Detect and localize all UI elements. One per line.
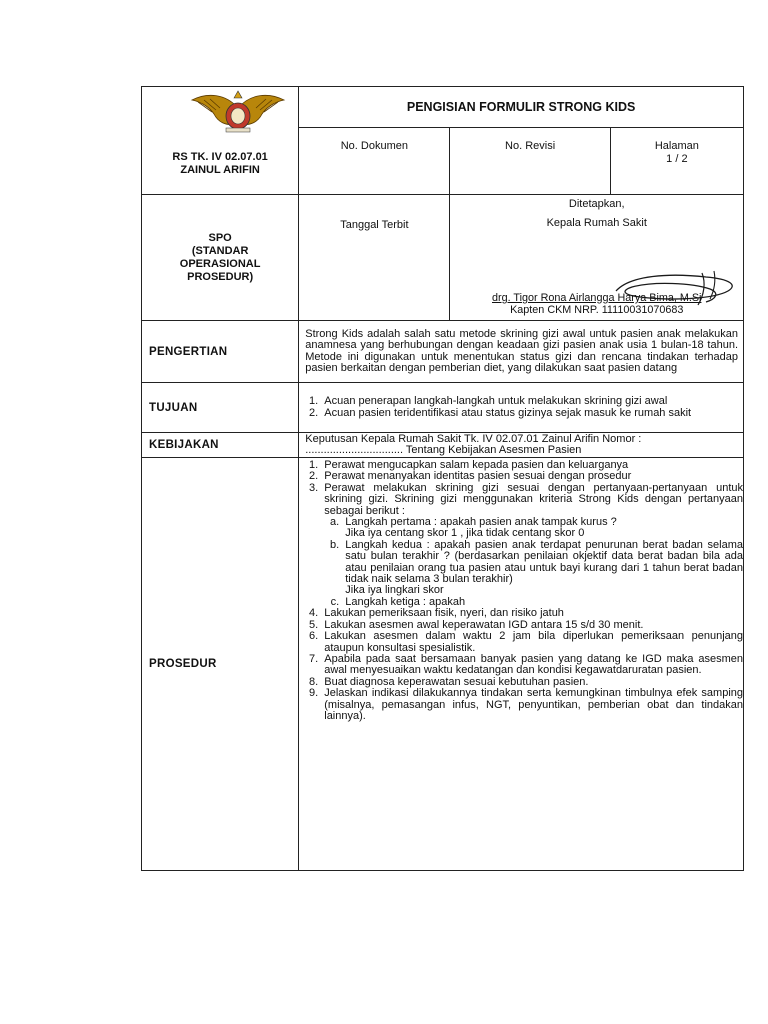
no-dokumen-cell (299, 128, 450, 195)
no-revisi-label: No. Revisi (505, 140, 556, 152)
prosedur-item: 7. Apabila pada saat bersamaan banyak pasien yang datang ke IGD maka asesmen awal menyesuaikan waktu kedatangan dan kondisi kegawatdaruratan pasien. (321, 654, 743, 677)
signer-rank: Kapten CKM NRP. 11110031070683 (510, 304, 684, 316)
spo-line2: (STANDAR (191, 244, 249, 257)
step-b (342, 540, 743, 597)
kebijakan-content (299, 433, 744, 458)
prosedur-item: 8. Buat diagnosa keperawatan sesuai kebutuhan pasien. (321, 677, 743, 688)
spo-line3: OPERASIONAL (179, 257, 261, 270)
document-title: PENGISIAN FORMULIR STRONG KIDS (299, 87, 744, 128)
tujuan-content (299, 383, 744, 433)
step-a (342, 517, 743, 540)
step-b-note: Jika iya lingkari skor (345, 584, 444, 597)
hospital-name (142, 151, 298, 177)
prosedur-item: 5. Lakukan asesmen awal keperawatan IGD antara 15 s/d 30 menit. (321, 620, 743, 631)
tujuan-item: 2. Acuan pasien teridentifikasi atau status gizinya sejak masuk ke rumah sakit (321, 408, 743, 419)
hospital-header-cell (142, 87, 299, 195)
tujuan-item: 1. Acuan penerapan langkah-langkah untuk melakukan skrining gizi awal (321, 396, 743, 407)
tanggal-terbit-cell (299, 195, 450, 321)
halaman-value: 1 / 2 (666, 153, 688, 165)
prosedur-item: 9. Jelaskan indikasi dilakukannya tindakan serta kemungkinan timbulnya efek samping (misalnya, pemasangan infus, NGT, penyuntikan, pemberian obat dan tindakan lainnya). (321, 688, 743, 722)
prosedur-content (299, 458, 744, 871)
hospital-name-line1: RS TK. IV 02.07.01 (172, 151, 268, 163)
prosedur-item-text: Perawat melakukan skrining gizi sesuai dengan pertanyaan-pertanyaan untuk skrining gizi. Skrining gizi menggunakan kriteria Strong Kids dengan pertanyaan sebagai berikut : (324, 481, 743, 517)
hospital-name-line2: ZAINUL ARIFIN (180, 164, 260, 176)
step-b-text: Langkah kedua : apakah pasien anak terdapat penurunan berat badan selama satu bulan terakhir ? (berdasarkan penilaian okjektif data berat badan bila ada atau penilaian orang tua pasien atau untuk bayi kurang dari 1 tahun berat badan tidak naik selama 3 bulan terakhir) (345, 538, 743, 586)
spo-line4: PROSEDUR) (187, 270, 254, 283)
prosedur-item (321, 483, 743, 608)
step-a-text: Langkah pertama : apakah pasien anak tampak kurus ? (345, 516, 617, 529)
kebijakan-line2: ................................ Tentang Kebijakan Asesmen Pasien (305, 444, 582, 456)
kebijakan-label: KEBIJAKAN (142, 433, 299, 458)
spo-line1: SPO (208, 231, 232, 244)
approval-cell (450, 195, 744, 321)
no-revisi-cell (450, 128, 610, 195)
prosedur-label: PROSEDUR (142, 458, 299, 871)
pengertian-label: PENGERTIAN (142, 321, 299, 383)
step-c: c. Langkah ketiga : apakah (342, 597, 743, 608)
strong-kids-steps (324, 517, 743, 608)
military-emblem-logo (188, 90, 288, 134)
kebijakan-line1: Keputusan Kepala Rumah Sakit Tk. IV 02.07.01 Zainul Arifin Nomor : (305, 432, 642, 445)
kepala-rs-label: Kepala Rumah Sakit (546, 217, 647, 229)
pengertian-text: Strong Kids adalah salah satu metode skrining gizi awal untuk pasien anak melakukan anamnesa yang berhubungan dengan keadaan gizi pasien anak usia 1 bulan-18 tahun. Metode ini digunakan untuk menentukan status gizi dan rencana tindakan terhadap pasien berkaitan dengan pemberian diet, yang dilakukan saat pasien datang (299, 321, 744, 383)
no-dokumen-label: No. Dokumen (340, 140, 408, 152)
tujuan-label: TUJUAN (142, 383, 299, 433)
prosedur-item: 1. Perawat mengucapkan salam kepada pasien dan keluarganya (321, 460, 743, 471)
step-a-note: Jika iya centang skor 1 , jika tidak centang skor 0 (345, 527, 585, 540)
tanggal-terbit-label: Tanggal Terbit (340, 219, 409, 231)
halaman-cell (610, 128, 743, 195)
spo-document-table (141, 86, 744, 871)
ditetapkan-label: Ditetapkan, (568, 198, 625, 210)
prosedur-item: 4. Lakukan pemeriksaan fisik, nyeri, dan risiko jatuh (321, 608, 743, 619)
prosedur-item: 6. Lakukan asesmen dalam waktu 2 jam bila diperlukan pemeriksaan penunjang ataupun konsultasi spesialistik. (321, 631, 743, 654)
spo-label-cell (142, 195, 299, 321)
prosedur-item: 2. Perawat menanyakan identitas pasien sesuai dengan prosedur (321, 471, 743, 482)
signer-name: drg. Tigor Rona Airlangga Harya Bima, M.Si (492, 292, 702, 304)
halaman-label: Halaman (654, 140, 699, 152)
